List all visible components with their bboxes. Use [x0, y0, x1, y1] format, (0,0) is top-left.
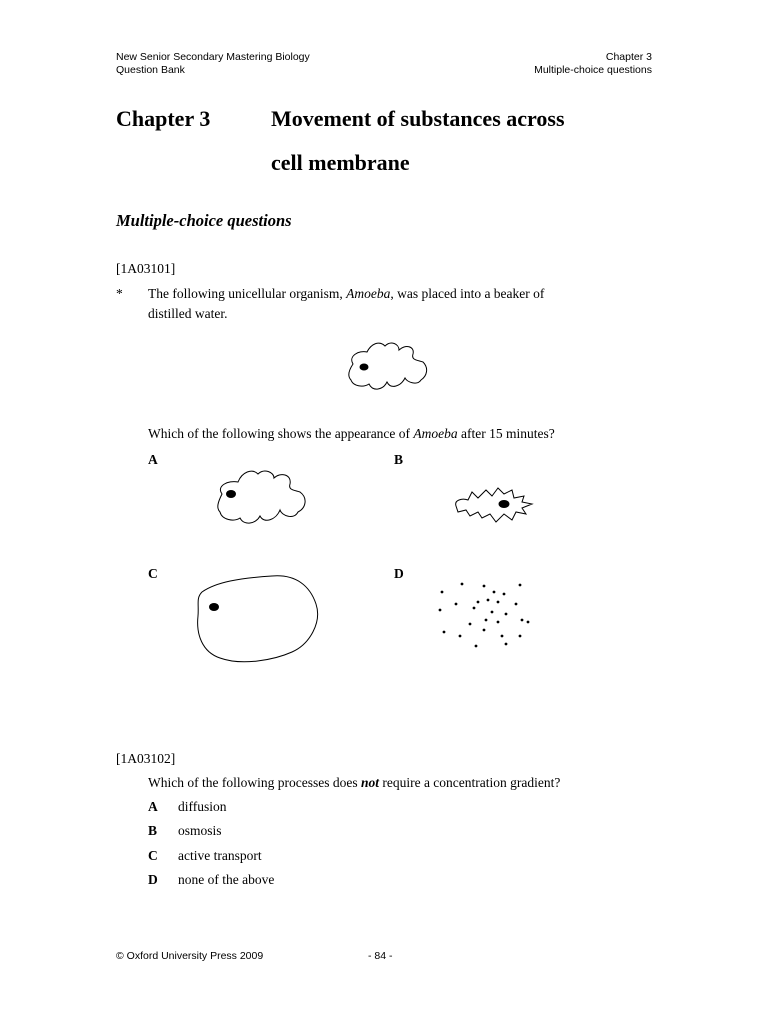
- amoeba-option-b-figure: [452, 484, 534, 524]
- amoeba-option-c-figure: [192, 572, 324, 664]
- chapter-title-line1: Movement of substances across: [271, 106, 565, 131]
- q2-option-d: [148, 870, 274, 890]
- q1-prompt-after: after 15 minutes?: [457, 426, 555, 441]
- amoeba-a-nucleus: [226, 490, 236, 498]
- q1-prompt-before: Which of the following shows the appearance of: [148, 426, 414, 441]
- q2-option-a-text: diffusion: [178, 799, 227, 814]
- q1-stem-line1: [148, 284, 668, 304]
- q1-text-before: The following unicellular organism,: [148, 286, 347, 301]
- q2-option-c-text: active transport: [178, 848, 262, 863]
- q1-option-d-label: D: [394, 566, 404, 581]
- header-left: [116, 51, 310, 77]
- chapter-number: Chapter 3: [116, 106, 211, 131]
- q1-text-italic: Amoeba: [346, 286, 391, 301]
- q1-option-a-label: A: [148, 452, 158, 467]
- header-right: [534, 51, 652, 77]
- q2-option-d-letter: D: [148, 872, 158, 887]
- amoeba-original-nucleus: [360, 364, 369, 371]
- q2-option-b-letter: B: [148, 823, 158, 838]
- q1-id: [1A03101]: [116, 261, 176, 276]
- q1-stem: [148, 284, 668, 324]
- q2-prompt: [148, 773, 560, 793]
- q2-option-d-text: none of the above: [178, 872, 275, 887]
- amoeba-option-d-figure: [432, 578, 536, 654]
- header-chapter: Chapter 3: [605, 51, 652, 63]
- amoeba-b-outline: [456, 488, 532, 522]
- q1-text-after: , was placed into a beaker of: [390, 286, 545, 301]
- q2-option-a-letter: A: [148, 799, 158, 814]
- footer-copyright: © Oxford University Press 2009: [116, 950, 264, 962]
- q2-option-b: [148, 821, 222, 841]
- amoeba-c-nucleus: [209, 603, 219, 611]
- header-book-title: New Senior Secondary Mastering Biology: [116, 51, 310, 63]
- chapter-title-line2: cell membrane: [271, 150, 410, 175]
- amoeba-original-figure: [345, 338, 431, 394]
- header-book-subtitle: Question Bank: [116, 64, 185, 76]
- q1-option-c-label: C: [148, 566, 158, 581]
- q1-stem-line2: distilled water.: [148, 306, 228, 321]
- q1-marker: *: [116, 286, 123, 301]
- q2-option-c: [148, 846, 262, 866]
- section-heading: Multiple-choice questions: [116, 211, 292, 230]
- footer-page-number: - 84 -: [368, 950, 393, 962]
- amoeba-c-outline: [198, 576, 318, 662]
- q2-prompt-before: Which of the following processes does: [148, 775, 361, 790]
- header-section: Multiple-choice questions: [534, 64, 652, 76]
- q1-prompt: [148, 424, 555, 444]
- q2-prompt-after: require a concentration gradient?: [378, 775, 561, 790]
- q1-prompt-italic: Amoeba: [413, 426, 458, 441]
- amoeba-b-nucleus: [499, 500, 510, 508]
- amoeba-option-a-figure: [214, 466, 310, 528]
- q2-option-b-text: osmosis: [178, 823, 222, 838]
- q2-option-a: [148, 797, 227, 817]
- q2-prompt-emph: not: [360, 775, 379, 790]
- burst-dots: [439, 583, 530, 648]
- q2-option-c-letter: C: [148, 848, 158, 863]
- q2-id: [1A03102]: [116, 751, 176, 766]
- q1-option-b-label: B: [394, 452, 404, 467]
